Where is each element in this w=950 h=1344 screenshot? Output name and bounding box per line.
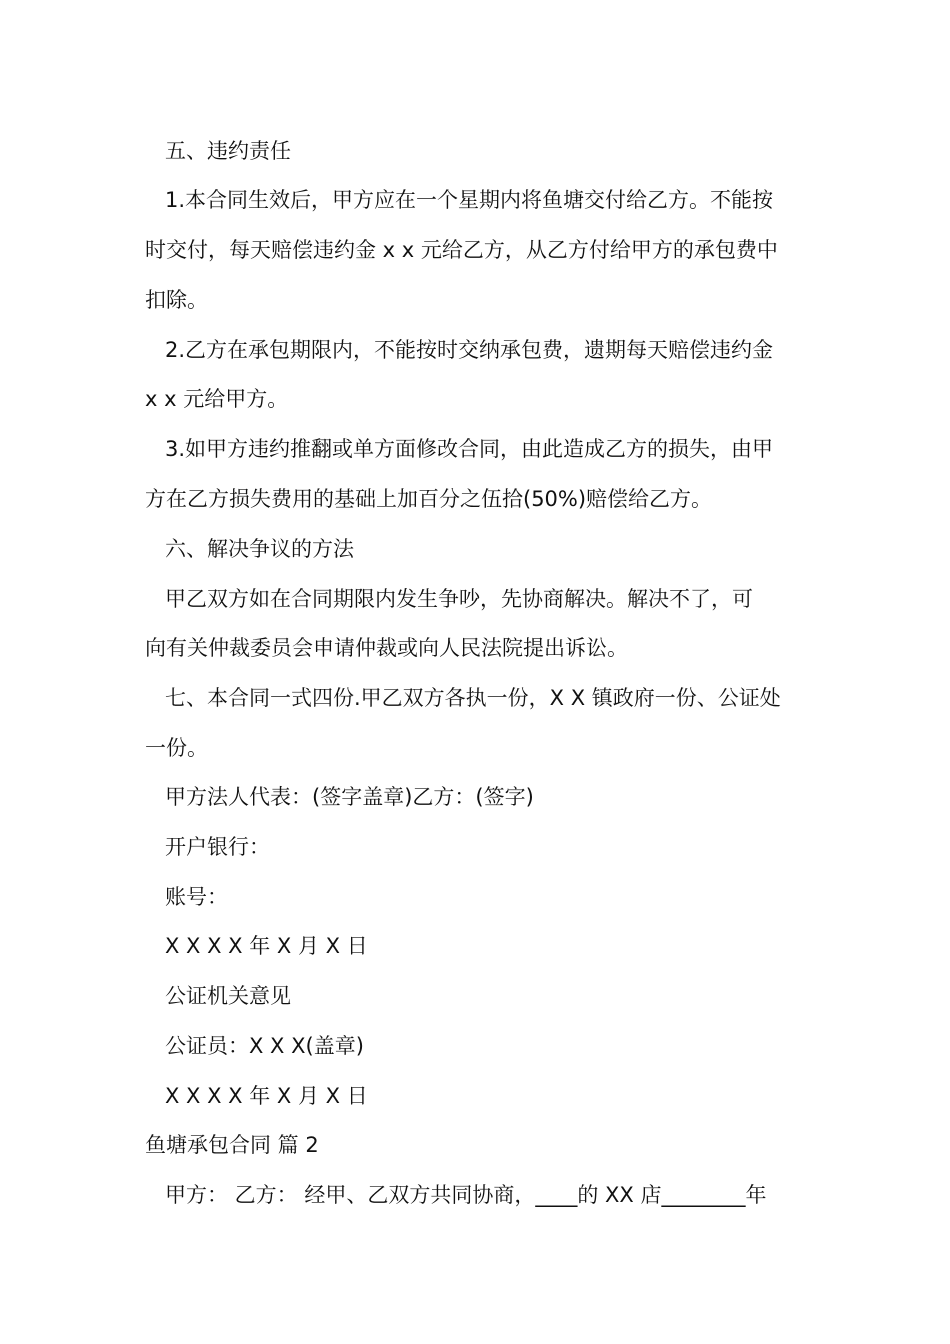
- account-line: 账号：: [165, 885, 228, 909]
- date-line: X X X X 年 X 月 X 日: [165, 1084, 368, 1108]
- paragraph-line: 方在乙方损失费用的基础上加百分之伍拾(50%)赔偿给乙方。: [145, 487, 713, 511]
- section-heading-breach: 五、违约责任: [165, 139, 291, 163]
- paragraph-line: 1.本合同生效后，甲方应在一个星期内将鱼塘交付给乙方。不能按: [165, 188, 774, 212]
- notary-opinion-line: 公证机关意见: [165, 984, 291, 1008]
- paragraph-line: x x 元给甲方。: [145, 387, 289, 411]
- notary-line: 公证员：X X X(盖章): [165, 1034, 364, 1058]
- paragraph-line: 2.乙方在承包期限内，不能按时交纳承包费，遗期每天赔偿违约金: [165, 338, 774, 362]
- bank-line: 开户银行：: [165, 835, 270, 859]
- paragraph-line: 甲乙双方如在合同期限内发生争吵，先协商解决。解决不了，可: [165, 587, 753, 611]
- date-line: X X X X 年 X 月 X 日: [165, 934, 368, 958]
- paragraph-line: 甲方： 乙方： 经甲、乙双方共同协商，____的 XX 店________年: [165, 1183, 767, 1207]
- section-heading-copies: 七、本合同一式四份.甲乙双方各执一份，X X 镇政府一份、公证处: [165, 686, 781, 710]
- paragraph-line: 3.如甲方违约推翻或单方面修改合同，由此造成乙方的损失，由甲: [165, 437, 774, 461]
- paragraph-line: 扣除。: [145, 288, 208, 312]
- signature-line: 甲方法人代表：(签字盖章)乙方：(签字): [165, 785, 534, 809]
- section-heading-dispute: 六、解决争议的方法: [165, 537, 354, 561]
- contract-title-part2: 鱼塘承包合同 篇 2: [145, 1133, 319, 1157]
- paragraph-line: 时交付，每天赔偿违约金 x x 元给乙方，从乙方付给甲方的承包费中: [145, 238, 778, 262]
- paragraph-line: 一份。: [145, 736, 208, 760]
- paragraph-line: 向有关仲裁委员会申请仲裁或向人民法院提出诉讼。: [145, 636, 628, 660]
